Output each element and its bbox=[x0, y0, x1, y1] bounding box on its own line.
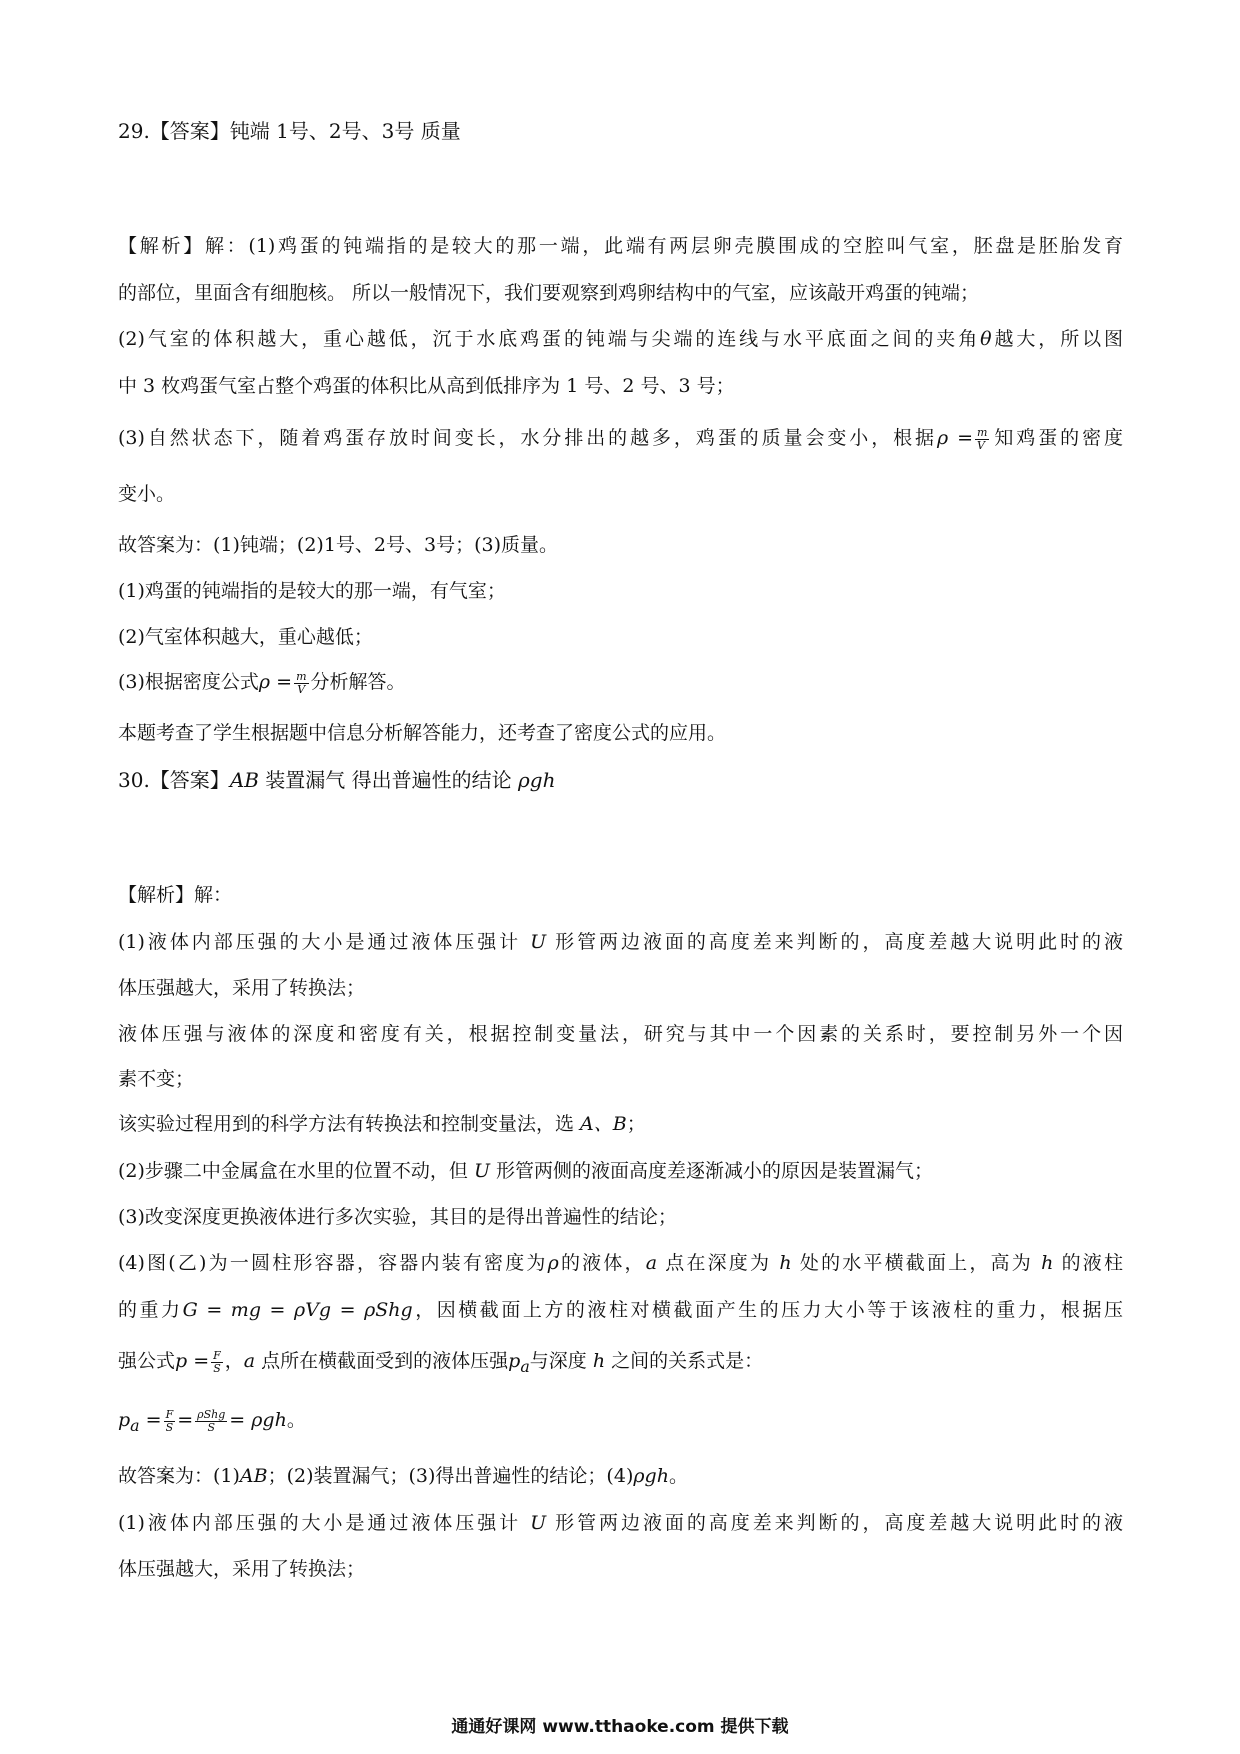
q30-note bbox=[118, 1510, 1123, 1536]
page-footer: 通通好课网 www.tthaoke.com 提供下载 bbox=[451, 1717, 789, 1737]
q29-analysis-line: 变小。 bbox=[118, 483, 176, 505]
math-var: h bbox=[592, 1350, 606, 1372]
math-op: = bbox=[139, 1409, 162, 1431]
text: 的液柱 bbox=[1053, 1252, 1123, 1274]
math-expr: ρgh bbox=[518, 768, 556, 792]
fraction bbox=[975, 427, 989, 452]
fraction-numerator: m bbox=[977, 425, 988, 439]
q29-final-answer: 故答案为：(1)钝端；(2)1号、2号、3号；(3)质量。 bbox=[118, 534, 559, 556]
text: 处的水平横截面上，高为 bbox=[791, 1252, 1042, 1274]
math-var: U bbox=[530, 1512, 547, 1534]
text: 故答案为：(1) bbox=[118, 1465, 240, 1487]
text: 越大，所以图 bbox=[991, 328, 1123, 350]
text: 知鸡蛋的密度 bbox=[991, 427, 1123, 449]
fraction bbox=[195, 1409, 227, 1434]
math-var: a bbox=[645, 1252, 658, 1274]
q29-summary: 本题考查了学生根据题中信息分析解答能力，还考查了密度公式的应用。 bbox=[118, 722, 727, 744]
math-var: a bbox=[243, 1350, 256, 1372]
q29-note bbox=[118, 669, 1123, 696]
q29-note: (1)鸡蛋的钝端指的是较大的那一端，有气室； bbox=[118, 580, 506, 602]
math-var: p bbox=[118, 1409, 131, 1431]
q29-analysis-line bbox=[118, 326, 1123, 352]
text: ； bbox=[626, 1113, 646, 1135]
q30-analysis-line bbox=[118, 1348, 1123, 1380]
fraction-denominator: V bbox=[297, 682, 306, 696]
q30-analysis-line bbox=[118, 1158, 1123, 1184]
text: (2)步骤二中金属盒在水里的位置不动，但 bbox=[118, 1160, 474, 1182]
math-expr: ρ = bbox=[936, 427, 974, 449]
text: 的重力 bbox=[118, 1299, 183, 1321]
text: 30.【答案】 bbox=[118, 768, 230, 792]
q30-analysis-line: 素不变； bbox=[118, 1068, 195, 1090]
math-expr: G = mg = ρVg = ρShg bbox=[182, 1299, 413, 1321]
text: 。 bbox=[668, 1465, 688, 1487]
fraction bbox=[164, 1409, 176, 1434]
text: 与深度 bbox=[529, 1350, 593, 1372]
q30-analysis-line: (3)改变深度更换液体进行多次实验，其目的是得出普遍性的结论； bbox=[118, 1206, 677, 1228]
fraction-numerator: m bbox=[296, 669, 307, 683]
fraction-denominator: S bbox=[213, 1361, 221, 1375]
q30-analysis-line bbox=[118, 1111, 1123, 1137]
text: ， bbox=[224, 1350, 244, 1372]
text: (2)气室的体积越大，重心越低，沉于水底鸡蛋的钝端与尖端的连线与水平底面之间的夹角 bbox=[118, 328, 981, 350]
q29-note: (2)气室体积越大，重心越低； bbox=[118, 626, 373, 648]
math-expr: = ρgh bbox=[229, 1409, 287, 1431]
math-expr: p = bbox=[175, 1350, 210, 1372]
fraction-denominator: S bbox=[165, 1420, 174, 1434]
fraction-numerator: F bbox=[213, 1348, 221, 1362]
math-expr: ρ = bbox=[258, 671, 293, 693]
math-var: h bbox=[779, 1252, 792, 1274]
math-var: U bbox=[530, 931, 547, 953]
text: 形管两侧的液面高度差逐渐减小的原因是装置漏气； bbox=[489, 1160, 934, 1182]
q30-answer bbox=[118, 767, 1123, 793]
text: 该实验过程用到的科学方法有转换法和控制变量法，选 bbox=[118, 1113, 581, 1135]
q30-equation bbox=[118, 1407, 1123, 1439]
math-var: p bbox=[508, 1350, 521, 1372]
math-var: θ bbox=[980, 328, 992, 350]
q29-analysis-line: 的部位，里面含有细胞核。 所以一般情况下，我们要观察到鸡卵结构中的气室，应该敲开鸡蛋的钝端； bbox=[118, 282, 980, 304]
q29-analysis-line: 中 3 枚鸡蛋气室占整个鸡蛋的体积比从高到低排序为 1 号、2 号、3 号； bbox=[118, 375, 735, 397]
text: (3)自然状态下，随着鸡蛋存放时间变长，水分排出的越多，鸡蛋的质量会变小，根据 bbox=[118, 427, 937, 449]
q30-analysis-head: 【解析】解： bbox=[118, 884, 233, 906]
math-var: AB bbox=[239, 1465, 268, 1487]
text: (1)液体内部压强的大小是通过液体压强计 bbox=[118, 1512, 531, 1534]
q30-analysis-line bbox=[118, 1297, 1123, 1323]
fraction-numerator: ρShg bbox=[197, 1407, 226, 1421]
fraction bbox=[294, 671, 308, 696]
text: (1)液体内部压强的大小是通过液体压强计 bbox=[118, 931, 531, 953]
math-var: A、B bbox=[580, 1113, 627, 1135]
text: 形管两边液面的高度差来判断的，高度差越大说明此时的液 bbox=[546, 931, 1123, 953]
math-var: ρ bbox=[547, 1252, 559, 1274]
math-op: = bbox=[177, 1409, 194, 1431]
q29-answer: 29.【答案】钝端 1号、2号、3号 质量 bbox=[118, 119, 461, 143]
text: ；(2)装置漏气；(3)得出普遍性的结论；(4) bbox=[267, 1465, 634, 1487]
q30-analysis-line: 液体压强与液体的深度和密度有关，根据控制变量法，研究与其中一个因素的关系时，要控制另外一个因 bbox=[118, 1023, 1123, 1045]
math-var: AB bbox=[229, 768, 259, 792]
text: 点在深度为 bbox=[657, 1252, 780, 1274]
q29-analysis-line bbox=[118, 425, 1123, 452]
text: 形管两边液面的高度差来判断的，高度差越大说明此时的液 bbox=[546, 1512, 1123, 1534]
q30-analysis-line bbox=[118, 929, 1123, 955]
text: ，因横截面上方的液柱对横截面产生的压力大小等于该液柱的重力，根据压 bbox=[412, 1299, 1123, 1321]
q30-note: 体压强越大，采用了转换法； bbox=[118, 1558, 366, 1580]
q30-analysis-line: 体压强越大，采用了转换法； bbox=[118, 977, 366, 999]
q29-analysis-line: 【解析】解：(1)鸡蛋的钝端指的是较大的那一端，此端有两层卵壳膜围成的空腔叫气室，胚盘是胚胎发育 bbox=[118, 235, 1123, 257]
q30-analysis-line bbox=[118, 1250, 1123, 1276]
math-var: U bbox=[473, 1160, 490, 1182]
math-subscript: a bbox=[520, 1356, 530, 1376]
math-subscript: a bbox=[130, 1415, 140, 1435]
fraction-denominator: S bbox=[207, 1420, 215, 1434]
text: 装置漏气 得出普遍性的结论 bbox=[258, 768, 519, 792]
text: (4)图(乙)为一圆柱形容器，容器内装有密度为 bbox=[118, 1252, 548, 1274]
text: 分析解答。 bbox=[310, 671, 406, 693]
math-var: h bbox=[1041, 1252, 1054, 1274]
text: 强公式 bbox=[118, 1350, 176, 1372]
fraction bbox=[211, 1350, 223, 1375]
text: 点所在横截面受到的液体压强 bbox=[255, 1350, 509, 1372]
fraction-numerator: F bbox=[165, 1407, 174, 1421]
text: 的液体， bbox=[558, 1252, 646, 1274]
text: (3)根据密度公式 bbox=[118, 671, 259, 693]
q30-final-answer bbox=[118, 1463, 1123, 1489]
text: 。 bbox=[286, 1409, 306, 1431]
math-expr: ρgh bbox=[633, 1465, 669, 1487]
fraction-denominator: V bbox=[977, 438, 985, 452]
text: 之间的关系式是： bbox=[605, 1350, 764, 1372]
